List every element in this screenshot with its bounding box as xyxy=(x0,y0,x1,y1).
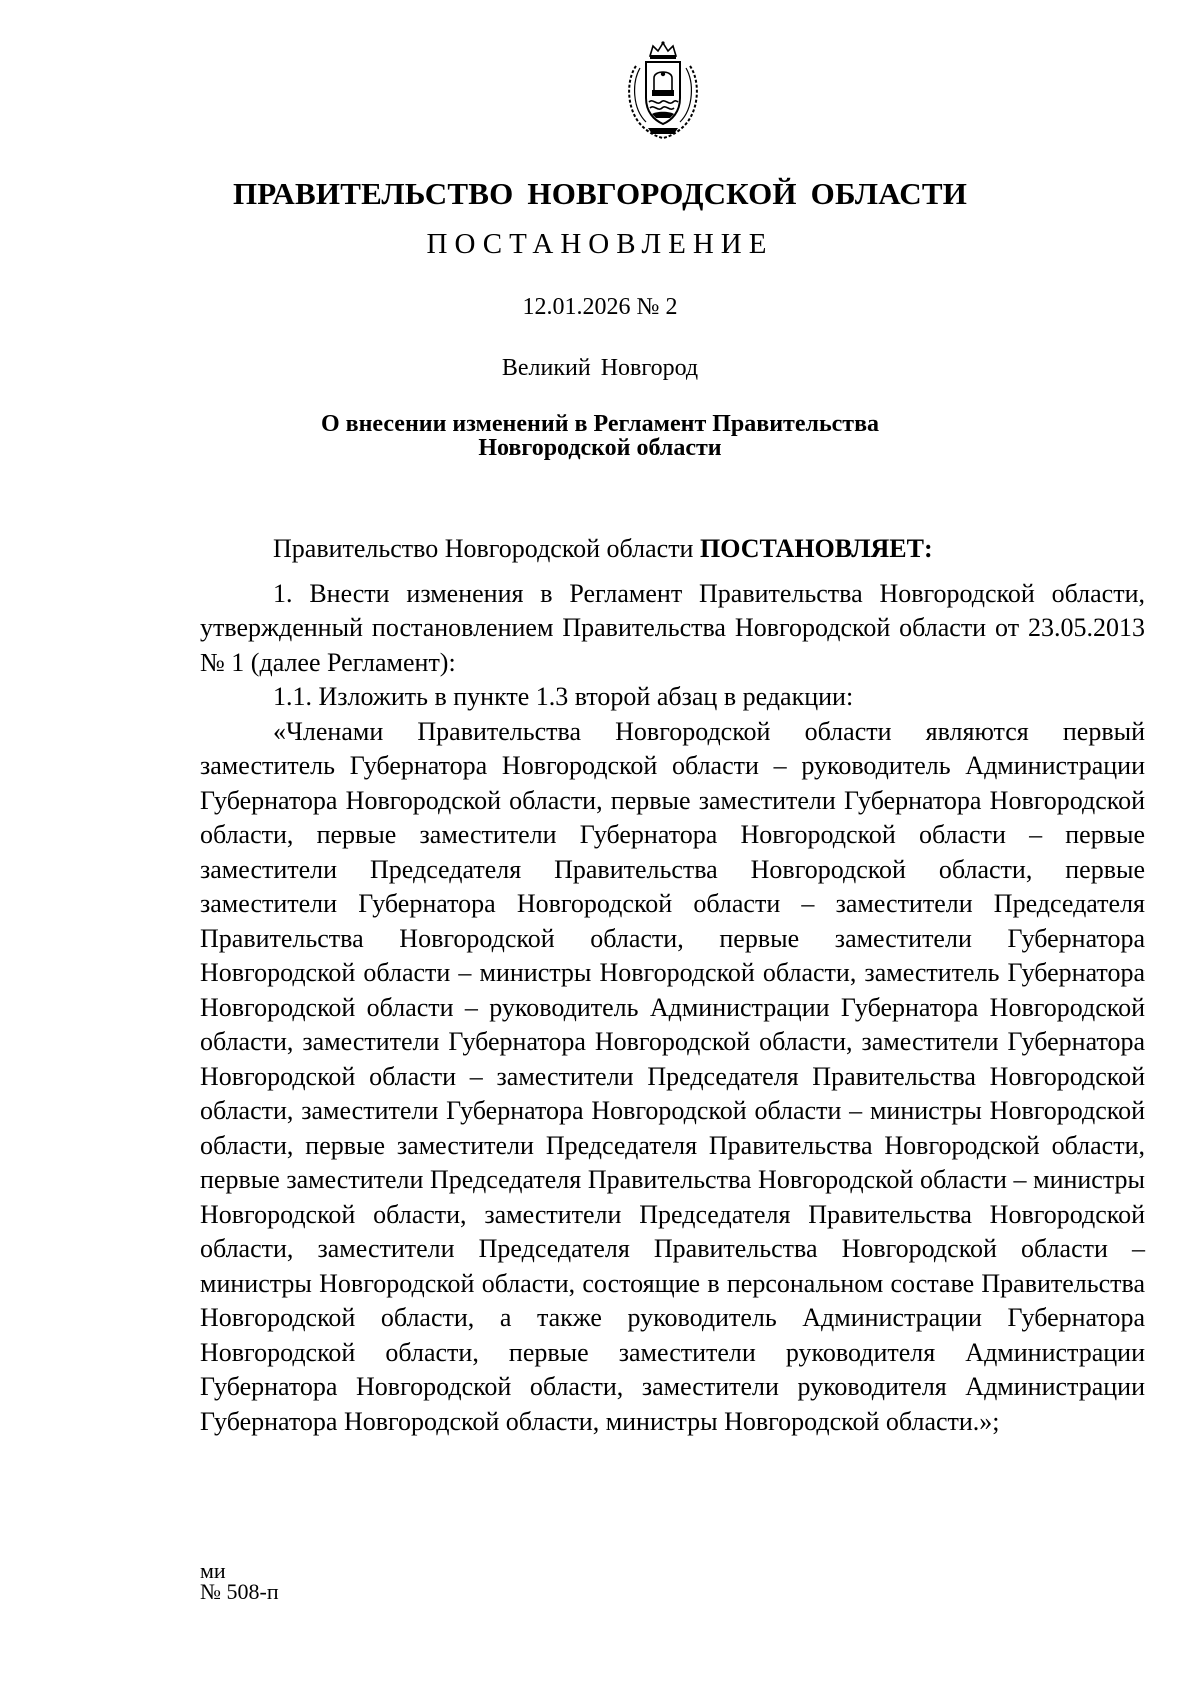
paragraph-1-1: 1.1. Изложить в пункте 1.3 второй абзац в редакции: xyxy=(273,682,854,711)
lead-text: Правительство Новгородской области xyxy=(273,534,700,563)
paragraph-quote: «Членами Правительства Новгородской области являются первый заместитель Губернатора Новгородской области – руководитель Администрации Губернатора Новгородской области, первые заместители Губернатора Новгородской области, первые заместители Губернатора Новгородской области – первые заместители Председателя Правительства Новгородской области, первые заместители Губернатора Новгородской области – заместители Председателя Правительства Новгородской области, первые заместители Губернатора Новгородской области – министры Новгородской области, заместитель Губернатора Новгородской области – руководитель Администрации Губернатора Новгородской области, заместители Губернатора Новгородской области, заместители Губернатора Новгородской области – заместители Председателя Правительства Новгородской области, заместители Губернатора Новгородской области – министры Новгородской области, первые заместители Председателя Правительства Новгородской области, первые заместители Председателя Правительства Новгородской области – министры Новгородской области, заместители Председателя Правительства Новгородской области, заместители Председателя Правительства Новгородской области – министры Новгородской области, состоящие в персональном составе Правительства Новгородской области, а также руководитель Администрации Губернатора Новгородской области, первые заместители руководителя Администрации Губернатора Новгородской области, заместители руководителя Администрации Губернатора Новгородской области, министры Новгородской области.»; xyxy=(200,716,1145,1436)
document-city: Великий Новгород xyxy=(501,355,699,381)
government-title: ПРАВИТЕЛЬСТВО НОВГОРОДСКОЙ ОБЛАСТИ xyxy=(232,176,968,211)
resolves-keyword: ПОСТАНОВЛЯЕТ: xyxy=(699,534,933,563)
document-body xyxy=(200,532,1145,1439)
coat-of-arms-emblem xyxy=(622,40,704,140)
footer-initials: ми xyxy=(200,1558,226,1583)
footer-reg-number: № 508-п xyxy=(200,1579,279,1604)
document-date-number: 12.01.2026 № 2 xyxy=(522,294,678,320)
document-type: ПОСТАНОВЛЕНИЕ xyxy=(426,228,774,260)
document-subject xyxy=(0,412,1200,460)
resolution-lead xyxy=(200,532,1145,567)
document-footer xyxy=(200,1560,279,1602)
subject-line-1: О внесении изменений в Регламент Правительства xyxy=(320,411,880,437)
paragraph-1: 1. Внести изменения в Регламент Правительства Новгородской области, утвержденный постановлением Правительства Новгородской области от 23.05.2013 № 1 (далее Регламент): xyxy=(200,578,1145,677)
subject-line-2: Новгородской области xyxy=(478,435,722,461)
